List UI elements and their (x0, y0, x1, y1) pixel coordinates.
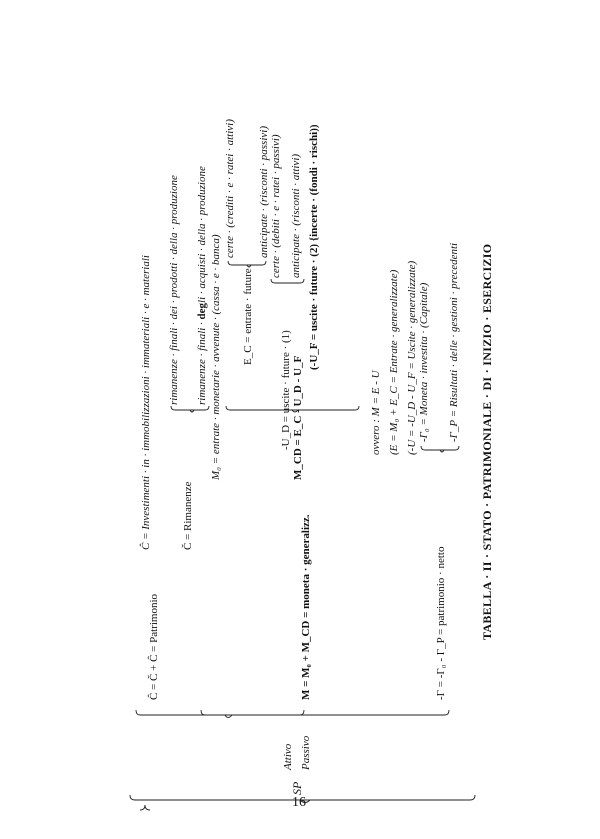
rimanenze-2b: deg (196, 302, 208, 320)
passivo-label: Passivo (300, 735, 312, 770)
rimanenze-1: rimanenze · finali · dei · prodotti · della · produzione (168, 175, 180, 405)
page-number: 16 (292, 795, 306, 810)
m-line: M = M₀ + M_CD = moneta · generalizz. (300, 514, 312, 700)
rimanenze-brace (171, 406, 209, 412)
ud-item-2: anticipate · (risconti · attivi) (290, 153, 302, 278)
ec-brace (228, 261, 266, 267)
attivo-brace (136, 710, 304, 718)
c-check-item: Č = Rimanenze (182, 481, 194, 550)
c-hat-item: Ĉ = Investimenti · in · immobilizzazioni · immateriali · e · materiali (140, 255, 152, 550)
gamma-line: -Γ = -Γ₀ - Γ_P = patrimonio · netto (435, 546, 447, 700)
ud-brace (271, 279, 304, 283)
attivo-label: Attivo (282, 743, 294, 770)
c-line: Ĉ = Č + Ĉ = Patrimonio (148, 593, 160, 700)
e-eq-line: (E = M₀ + E_C = Entrate · generalizzate) (388, 269, 400, 455)
sp-brace-line (130, 795, 475, 803)
ec-item-2: anticipate · (risconti · passivi) (258, 126, 270, 258)
sp-brace (140, 805, 150, 810)
ud-item-1: certe · (debiti · e · ratei · passivi) (270, 134, 282, 278)
ec-line: E_C = entrate · future (242, 268, 254, 365)
gamma-item-2: -Γ_P = Risultati · delle · gestioni · precedenti (448, 242, 460, 442)
ovvero-line: ovvero : M = E - U (370, 370, 382, 455)
m-brace (201, 710, 449, 715)
rimanenze-2 (196, 166, 208, 405)
gamma-brace (421, 446, 459, 452)
rimanenze-2c: li · acquisti · della · produzione (196, 166, 208, 303)
sp-label: SP (290, 781, 304, 795)
ud-line: -U_D = uscite · future · (1) (280, 330, 292, 450)
uf-line: (-U_F = uscite · future · (2) {incerte · (fondi · rischi)) (308, 124, 320, 370)
u-eq-line: (-U = -U_D - U_F = Uscite · generalizzate) (406, 260, 418, 455)
rimanenze-2a: rimanenze · finali · (196, 319, 208, 405)
gamma-item-1: -Γ₀ = Moneta · investita · (Capitale) (418, 282, 430, 442)
mcd-line: M_CD = E_C - U_D - U_F (292, 355, 304, 480)
ec-item-1: certe · (crediti · e · ratei · attivi) (224, 119, 236, 258)
table-title: TABELLA · II · STATO · PATRIMONIALE · DI · INIZIO · ESERCIZIO (480, 243, 494, 640)
m0-line: M₀ = entrate · monetarie · avvenute · (cassa · e · banca) (210, 234, 222, 480)
